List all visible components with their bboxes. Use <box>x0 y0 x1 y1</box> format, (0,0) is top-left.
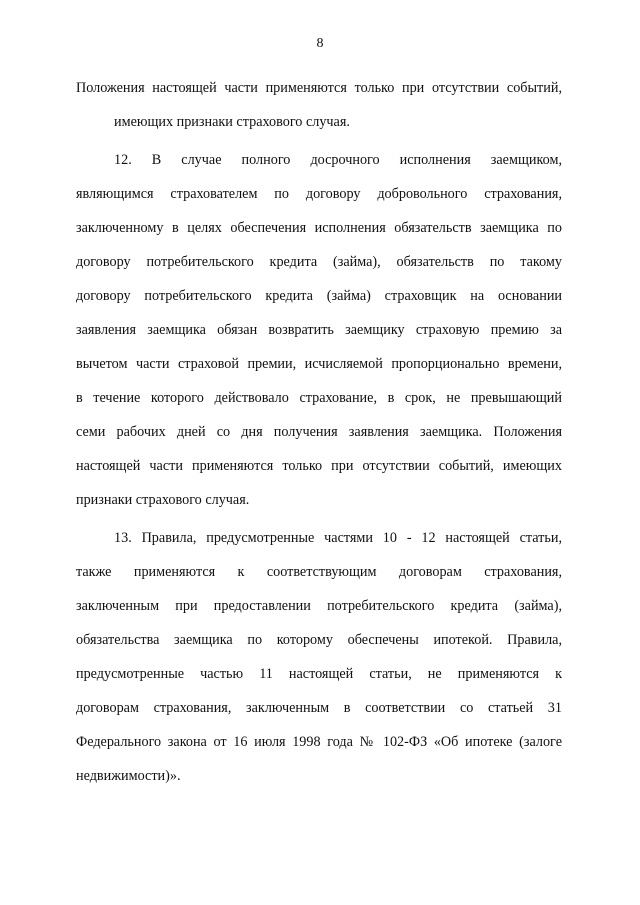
text-line: недвижимости)». <box>76 768 181 784</box>
text-line: также применяются к соответствующим договорам страхования, <box>76 564 562 580</box>
text-line: 13. Правила, предусмотренные частями 10 - 12 настоящей статьи, <box>114 530 562 546</box>
text-line: заключенным при предоставлении потребительского кредита (займа), <box>76 598 562 614</box>
text-line: Положения настоящей части применяются только при отсутствии событий, <box>76 80 562 96</box>
text-line: в течение которого действовало страхование, в срок, не превышающий <box>76 390 562 406</box>
text-line: заключенному в целях обеспечения исполнения обязательств заемщика по <box>76 220 562 236</box>
text-line: настоящей части применяются только при отсутствии событий, имеющих <box>76 458 562 474</box>
text-line: вычетом части страховой премии, исчисляемой пропорционально времени, <box>76 356 562 372</box>
text-line: имеющих признаки страхового случая. <box>114 114 350 130</box>
text-line: Федерального закона от 16 июля 1998 года № 102-ФЗ «Об ипотеке (залоге <box>76 734 562 750</box>
text-line: семи рабочих дней со дня получения заявления заемщика. Положения <box>76 424 562 440</box>
text-line: обязательства заемщика по которому обеспечены ипотекой. Правила, <box>76 632 562 648</box>
text-line: заявления заемщика обязан возвратить заемщику страховую премию за <box>76 322 562 338</box>
text-line: 12. В случае полного досрочного исполнения заемщиком, <box>114 152 562 168</box>
page-number: 8 <box>316 36 324 51</box>
text-line: договору потребительского кредита (займа) страховщик на основании <box>76 288 562 304</box>
text-line: договору потребительского кредита (займа), обязательств по такому <box>76 254 562 270</box>
text-line: предусмотренные частью 11 настоящей статьи, не применяются к <box>76 666 562 682</box>
text-line: являющимся страхователем по договору добровольного страхования, <box>76 186 562 202</box>
text-line: договорам страхования, заключенным в соответствии со статьей 31 <box>76 700 562 716</box>
text-line: признаки страхового случая. <box>76 492 250 508</box>
